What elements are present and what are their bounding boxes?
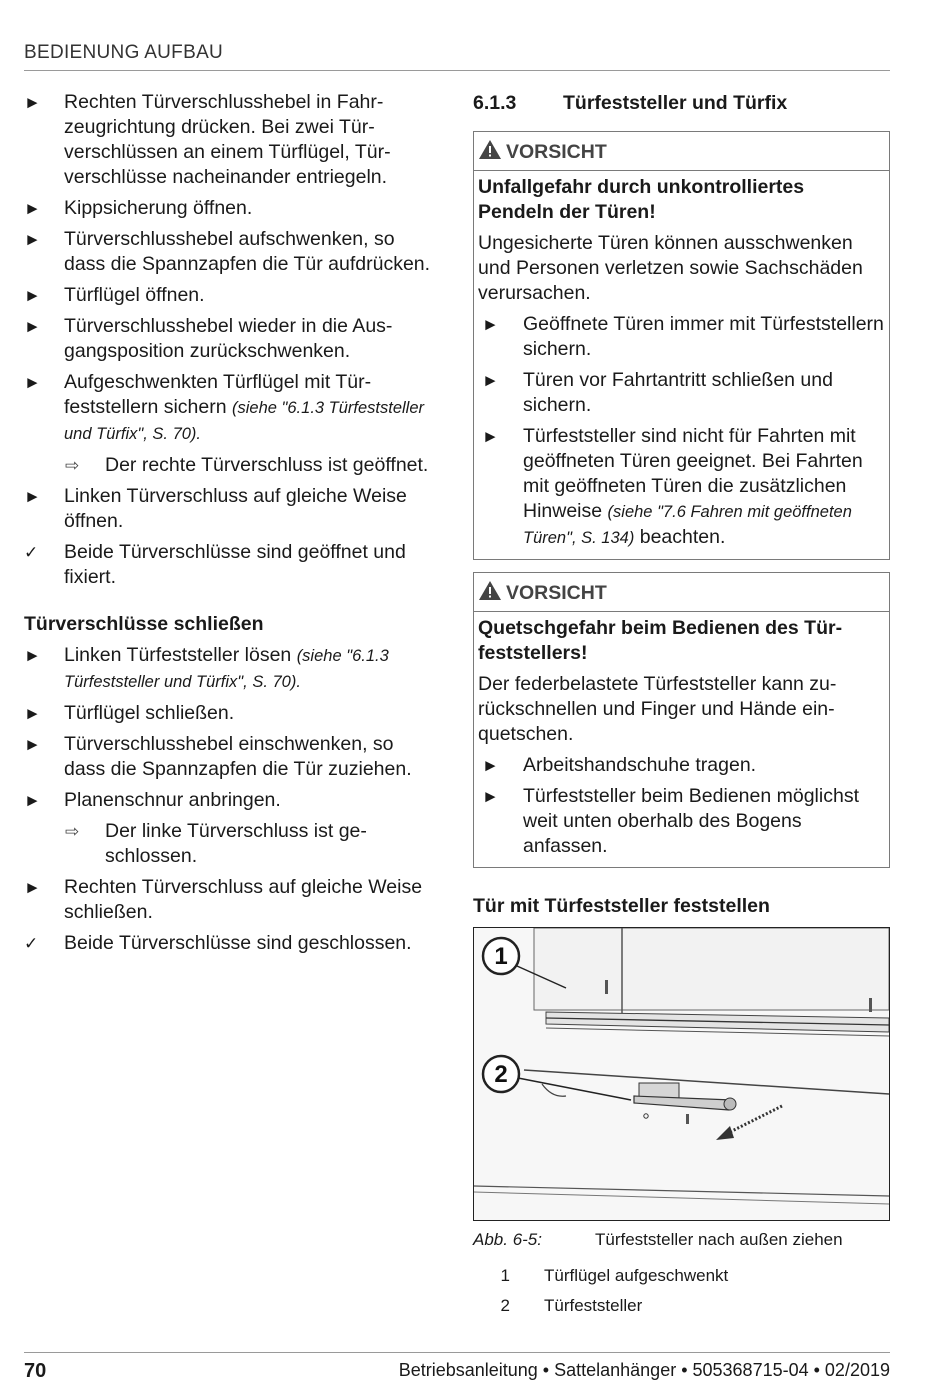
legend-item [473,1265,890,1287]
warning-title: Unfallgefahr durch unkontrolliertes Pendeln der Türen! [478,176,805,223]
open-steps-list [24,90,439,590]
step-text: Linken Türfeststeller lösen [64,644,292,666]
warning-label: VORSICHT [506,141,607,163]
callout-1: 1 [494,943,508,970]
door-stay-illustration [474,928,889,1220]
arrow-right-icon: ► [482,787,499,806]
list-item: ► Türverschlusshebel einschwenken, so dass die Spannzapfen die Tür zuziehen. [24,733,412,780]
step-text: Türfeststeller sind nicht für Fahrten mit geöffneten Türen geeignet. Bei Fahrten mit geöffneten Türen die zusätzlichen Hinweise [523,425,863,522]
arrow-right-icon: ► [24,317,41,336]
header-title: BEDIENUNG AUFBAU [24,42,224,63]
warning-triangle-icon [478,580,502,601]
arrow-right-icon: ► [24,199,41,218]
cross-reference-link[interactable]: (siehe "6.1.3 Türfeststeller und Türfix", S. 70). [64,647,389,691]
list-item: ► Türen vor Fahrtantritt schließen und sichern. [482,369,833,416]
section-heading [473,91,890,116]
arrow-right-icon: ► [24,878,41,897]
arrow-right-icon: ► [482,315,499,334]
list-item: ► Planenschnur anbringen. [24,789,281,811]
list-item: ► Kippsicherung öffnen. [24,197,253,219]
list-item: ► Linken Türverschluss auf gleiche Weise öffnen. [24,485,407,532]
caption-text: Türfeststeller nach außen ziehen [595,1230,843,1249]
arrow-right-icon: ► [24,286,41,305]
warning-body [474,171,889,559]
document-info: Betriebsanleitung • Sattelanhänger • 505368715-04 • 02/2019 [398,1360,890,1380]
arrow-right-icon: ► [24,735,41,754]
page-number: 70 [24,1360,47,1382]
arrow-right-icon: ► [24,230,41,249]
legend-number: 2 [500,1296,510,1315]
warning-box [473,572,890,868]
arrow-right-icon: ► [482,756,499,775]
caption-label: Abb. 6-5: [473,1230,542,1249]
arrow-right-icon: ► [24,791,41,810]
list-item [478,424,885,551]
warning-body [474,612,889,867]
warning-description: Der federbelastete Türfeststeller kann zurückschnellen und Finger und Hände einquetschen. [478,673,837,745]
list-item: ► Rechten Türverschluss auf gleiche Weise schließen. [24,876,423,923]
page-footer [24,1352,890,1386]
figure-legend [473,1265,890,1317]
arrow-right-icon: ► [24,704,41,723]
warning-box [473,131,890,560]
list-item: ► Türflügel öffnen. [24,284,205,306]
figure-caption [473,1229,890,1251]
arrow-right-icon: ► [24,93,41,112]
step-text: Aufgeschwenkten Türflügel mit Türfeststellern sichern [64,371,372,418]
cross-reference-link[interactable]: (siehe "6.1.3 Türfeststeller und Türfix", S. 70). [64,399,425,443]
figure-door-stay [473,927,890,1221]
checkmark-icon: ✓ [24,543,39,562]
list-item: ► Rechten Türverschlusshebel in Fahrzeugrichtung drücken. Bei zwei Türverschlüssen an einem Türflügel, Türverschlüsse nacheinander entriegeln. [24,91,391,188]
list-item: ► Türfeststeller beim Bedienen möglichst weit unten oberhalb des Bogens anfassen. [482,785,859,857]
close-steps-list [24,643,439,956]
checkmark-icon: ✓ [24,934,39,953]
arrow-right-icon: ► [482,371,499,390]
section-title: Türfeststeller und Türfix [563,92,788,114]
left-column [24,90,439,962]
legend-text: Türfeststeller [544,1296,643,1315]
arrow-right-icon: ► [24,487,41,506]
warning-title: Quetschgefahr beim Bedienen des Türfeststellers! [478,617,843,664]
list-item-check: ✓ Beide Türverschlüsse sind geschlossen. [24,932,412,954]
list-item-result: ⇨ Der linke Türverschluss ist geschlossen. [65,820,367,867]
section-number: 6.1.3 [473,92,517,114]
subsection-heading: Türverschlüsse schließen [24,613,264,635]
list-item-result: ⇨ Der rechte Türverschluss ist geöffnet. [65,454,429,476]
arrow-right-icon: ► [24,373,41,392]
result-arrow-icon: ⇨ [65,456,80,475]
callout-2: 2 [494,1061,508,1088]
list-item: ► Geöffnete Türen immer mit Türfeststellern sichern. [482,313,884,360]
legend-item [473,1295,890,1317]
list-item: ► Türverschlusshebel aufschwenken, so dass die Spannzapfen die Tür aufdrücken. [24,228,431,275]
cross-reference-link[interactable]: (siehe "7.6 Fahren mit geöffneten Türen", S. 134) [523,503,852,547]
result-arrow-icon: ⇨ [65,822,80,841]
arrow-right-icon: ► [482,427,499,446]
arrow-right-icon: ► [24,646,41,665]
page-header [24,42,890,71]
list-item [24,370,439,447]
legend-number: 1 [500,1266,510,1285]
warning-header [474,573,889,612]
figure-heading: Tür mit Türfeststeller feststellen [473,895,770,917]
list-item-check: ✓ Beide Türverschlüsse sind geöffnet und fixiert. [24,541,406,588]
warning-triangle-icon [478,139,502,160]
right-column [473,90,890,1325]
warning-label: VORSICHT [506,582,607,604]
warning-description: Ungesicherte Türen können ausschwenken und Personen verletzen sowie Sachschäden verursachen. [478,232,863,304]
list-item: ► Arbeitshandschuhe tragen. [482,754,757,776]
list-item: ► Türverschlusshebel wieder in die Ausgangsposition zurückschwenken. [24,315,393,362]
warning-header [474,132,889,171]
step-text-tail: beachten. [634,526,726,548]
legend-text: Türflügel aufgeschwenkt [544,1266,729,1285]
list-item [24,643,439,695]
list-item: ► Türflügel schließen. [24,702,235,724]
